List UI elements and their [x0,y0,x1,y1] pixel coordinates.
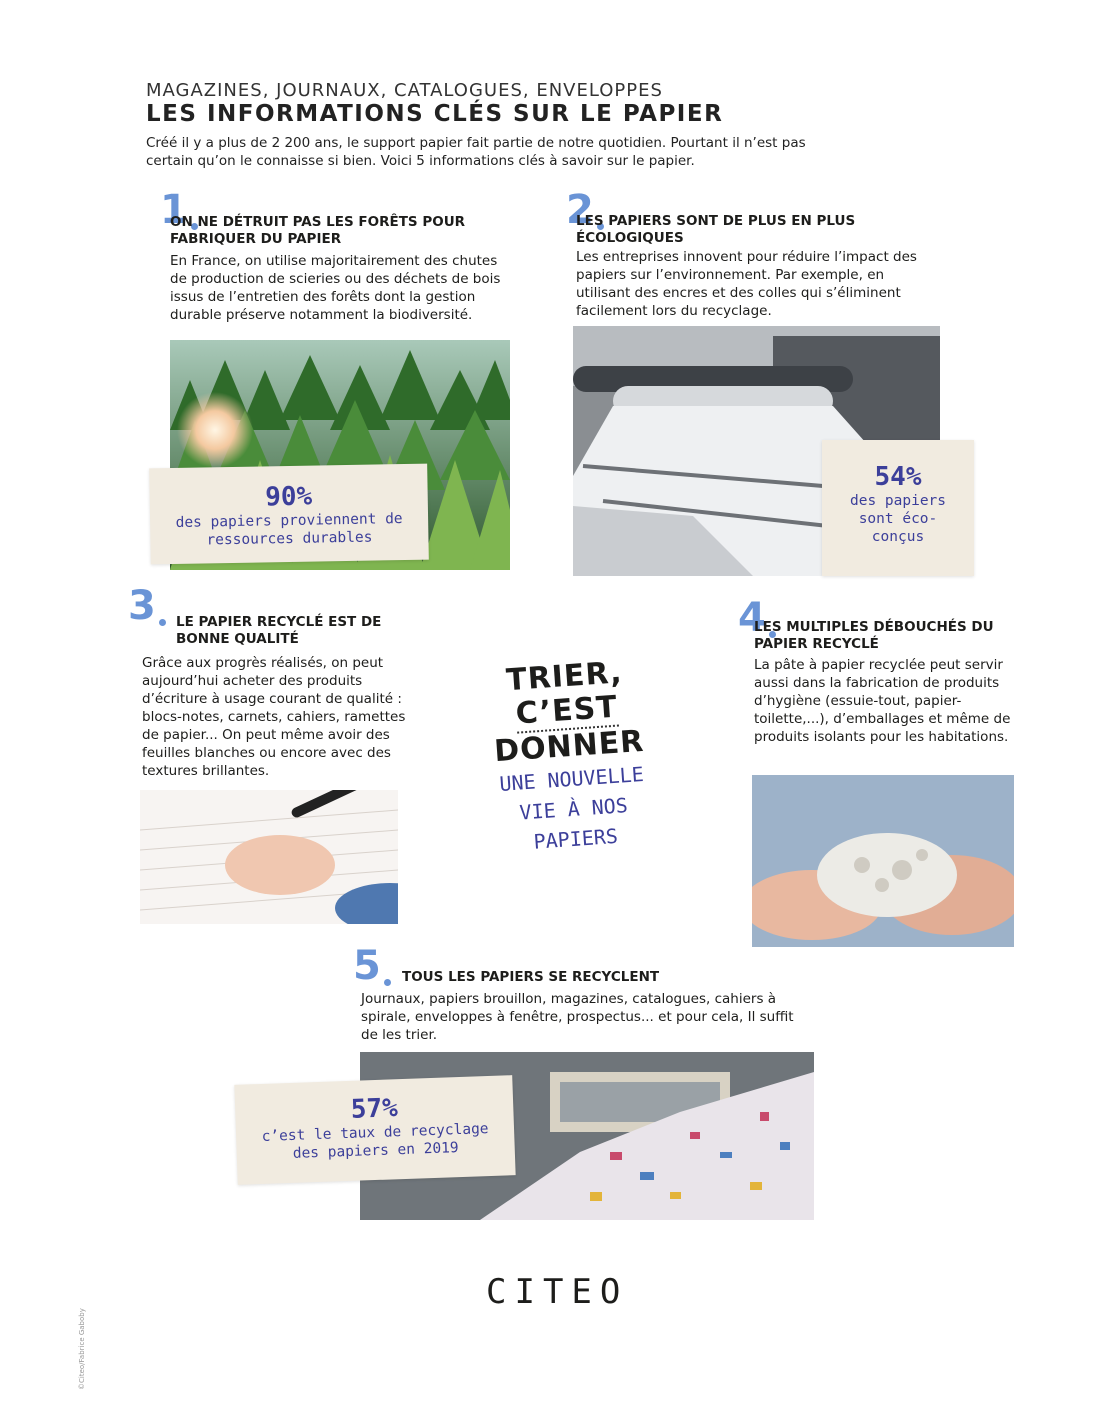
stat-note-1 [149,464,429,565]
stat-note-2 [822,440,974,576]
section-3 [128,583,172,629]
stat-label: des papiers sont éco-conçus [849,493,947,545]
stat-label: c’est le taux de recyclage des papiers en 2019 [261,1121,489,1162]
bullet-dot-icon [384,979,391,986]
slogan-line: TRIER, [505,655,624,699]
stat-label: des papiers proviennent de ressources durables [175,511,403,549]
section-5 [353,943,397,989]
stat-note-5 [234,1075,515,1185]
slogan-line: UNE NOUVELLE [498,761,645,796]
kicker: MAGAZINES, JOURNAUX, CATALOGUES, ENVELOPPES [146,80,663,101]
section-number: 5 [353,943,381,989]
slogan [449,652,692,862]
page-title: LES INFORMATIONS CLÉS SUR LE PAPIER [146,101,724,127]
section-text: Les entreprises innovent pour réduire l’impact des papiers sur l’environnement. Par exemple, en utilisant des encres et des colles qui s’éliminent facilement lors du recyclage. [576,249,917,319]
slogan-line: PAPIERS [532,823,619,854]
section-number: 3 [128,583,156,629]
citeo-logo: CITEO [486,1272,629,1312]
section-heading: LES MULTIPLES DÉBOUCHÉS DU PAPIER RECYCLÉ [754,619,994,652]
section-heading: LES PAPIERS SONT DE PLUS EN PLUS ÉCOLOGIQUES [576,213,856,246]
section-text: Grâce aux progrès réalisés, on peut aujourd’hui acheter des produits d’écriture à usage courant de qualité : blocs-notes, carnets, cahiers, ramettes de papier... On peut même avoir des feuilles blanches ou encore avec des textures brillantes. [142,655,406,779]
section-number: 1 [160,187,188,233]
slogan-line: DONNER [493,723,646,770]
section-text: En France, on utilise majoritairement des chutes de production de scieries ou des déchets de bois issus de l’entretien des forêts dont la gestion durable préserve notamment la biodiversité. [170,253,501,323]
section-heading: TOUS LES PAPIERS SE RECYCLENT [402,969,660,985]
photo-credit: ©Citeo/Fabrice Gaboby [78,1308,86,1390]
section-text: La pâte à papier recyclée peut servir aussi dans la fabrication de produits d’hygiène (essuie-tout, papier-toilette,...), d’emballages et même de produits isolants pour les habitations. [754,657,1011,745]
section-heading: ON NE DÉTRUIT PAS LES FORÊTS POUR FABRIQUER DU PAPIER [170,214,466,247]
writing-hand-photo [140,790,398,924]
section-heading: LE PAPIER RECYCLÉ EST DE BONNE QUALITÉ [176,614,382,647]
stat-value: 54% [874,462,922,492]
intro-text: Créé il y a plus de 2 200 ans, le support papier fait partie de notre quotidien. Pourtant il n’est pas certain qu’on le connaisse si bien. Voici 5 informations clés à savoir sur le papier. [146,135,806,169]
slogan-line: C’EST [514,689,619,732]
recycled-pulp-photo [752,775,1014,947]
section-number: 2 [566,187,594,233]
bullet-dot-icon [159,619,166,626]
section-text: Journaux, papiers brouillon, magazines, catalogues, cahiers à spirale, enveloppes à fenêtre, prospectus... et pour cela, Il suffit de les trier. [361,991,794,1043]
section-number: 4 [738,595,766,641]
stat-value: 57% [350,1093,399,1125]
slogan-line: VIE À NOS [518,793,629,825]
stat-value: 90% [264,481,313,513]
